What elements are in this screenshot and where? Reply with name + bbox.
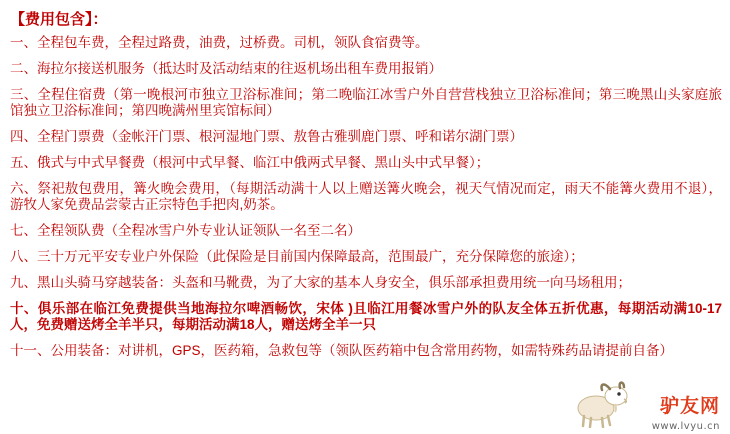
watermark-brand: 驴友网 [659,395,720,417]
list-item: 八、三十万元平安专业户外保险（此保险是目前国内保障最高，范围最广，充分保障您的旅途）； [10,249,584,264]
list-item: 九、黑山头骑马穿越装备：头盔和马靴费，为了大家的基本人身安全，俱乐部承担费用统一向马场租用； [10,275,631,290]
site-watermark [576,376,726,432]
list-item-highlighted: 十、俱乐部在临江免费提供当地海拉尔啤酒畅饮，宋体 )且临江用餐冰雪户外的队友全体五折优惠，每期活动满10-17人，免费赠送烤全羊半只，每期活动满18人，赠送烤全羊一只 [10,301,722,332]
page-title: 【费用包含】： [10,11,108,28]
list-item: 二、海拉尔接送机服务（抵达时及活动结束的往返机场出租车费用报销） [10,61,442,76]
list-item: 四、全程门票费（金帐汗门票、根河湿地门票、敖鲁古雅驯鹿门票、呼和诺尔湖门票） [10,129,523,144]
goat-icon [574,378,630,428]
list-item: 五、俄式与中式早餐费（根河中式早餐、临江中俄两式早餐、黑山头中式早餐）； [10,155,490,170]
list-item: 三、全程住宿费（第一晚根河市独立卫浴标准间；第二晚临江冰雪户外自营营栈独立卫浴标准间；第三晚黑山头家庭旅馆独立卫浴标准间；第四晚满州里宾馆标间） [10,87,722,118]
list-item: 一、全程包车费，全程过路费，油费，过桥费。司机，领队食宿费等。 [10,35,429,50]
list-item: 七、全程领队费（全程冰雪户外专业认证领队一名至二名） [10,223,361,238]
watermark-url: www.lvyu.cn [651,421,720,432]
list-item: 六、祭祀敖包费用，篝火晚会费用，（每期活动满十人以上赠送篝火晚会，视天气情况而定，雨天不能篝火费用不退），游牧人家免费品尝蒙古正宗特色手把肉,奶茶。 [10,181,722,212]
list-item: 十一、公用装备：对讲机，GPS，医药箱，急救包等（领队医药箱中包含常用药物，如需特殊药品请提前自备） [10,343,674,358]
